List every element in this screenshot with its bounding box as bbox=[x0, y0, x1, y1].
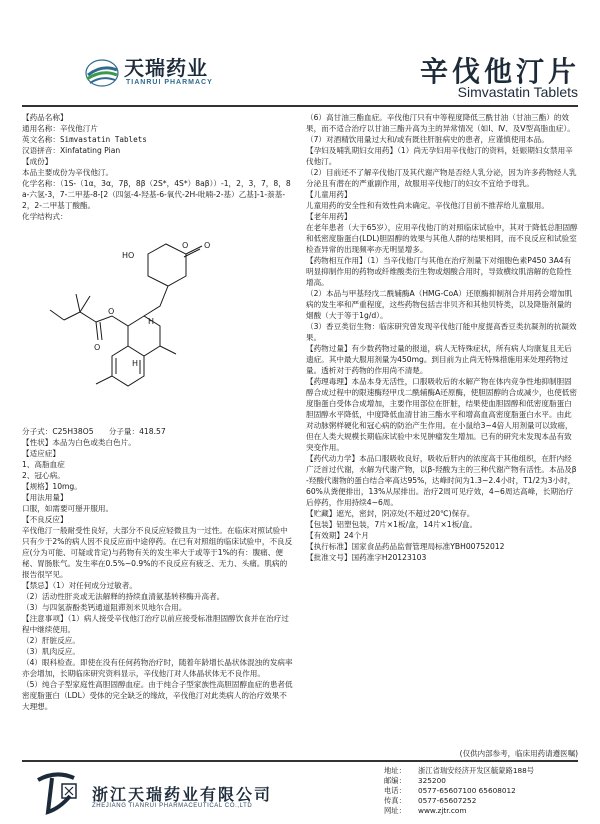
left-para: 2、冠心病。 bbox=[22, 471, 65, 480]
right-para: （3）香豆类衍生物：临床研究曾发现辛伐他汀能中度提高香豆类抗凝剂的抗凝效果。 bbox=[306, 322, 577, 342]
structure-atom-label: H bbox=[148, 317, 155, 326]
contact-value: 325200 bbox=[418, 776, 446, 785]
structure-atom-label: O bbox=[108, 307, 115, 316]
company-emblem-icon bbox=[30, 768, 82, 818]
left-para: 辛伐他汀一般耐受性良好，大部分不良反应轻微且为一过性。在临床对照试验中只有少于2%的病人因不良反应而中途停药。在已有对照组的临床试验中，不良反应(分为可能、可疑或肯定)与药物有关的发生率大于或等于1%的有：腹痛、便秘、胃肠胀气。发生率在0.5%~0.9%的不良反应有疲乏、无力、头痛。肌病的报告很罕见。 bbox=[22, 526, 293, 579]
left-para: 化学名称：（1S-（1α，3α，7β，8β（2S*，4S*）8aβ））-1，2，3，7，8，8a-六氢-3，7-二甲基-8-[2（四氢-4-羟基-6-氧代-2H-吡喃-2-基）乙基]-1-萘基-2，2-二甲基丁酸酯。 bbox=[22, 179, 291, 210]
left-para: 【不良反应】 bbox=[22, 515, 68, 524]
contact-value: 0577-65607252 bbox=[418, 796, 477, 805]
structure-atom-label: O bbox=[94, 343, 101, 352]
left-para: 英文名称：Simvastatin Tablets bbox=[22, 135, 147, 144]
header-divider bbox=[22, 105, 578, 107]
product-title-cn: 辛伐他汀片 bbox=[419, 55, 580, 88]
left-para: 1、高脂血症 bbox=[22, 460, 65, 469]
left-para: 【成份】 bbox=[22, 157, 53, 166]
logo-company-en: TIANRUI PHARMACY bbox=[126, 79, 213, 86]
right-para: 【包装】铝塑包装，7片×1板/盒，14片×1板/盒。 bbox=[306, 520, 478, 529]
left-para: 汉语拼音：Xinfatating Pian bbox=[22, 146, 121, 155]
structure-atom-label: O bbox=[204, 241, 211, 250]
structure-atom-label: H bbox=[132, 359, 139, 368]
right-para: 在老年患者（大于65岁），应用辛伐他汀的对照临床试验中，其对于降低总胆固醇和低密度脂蛋白(LDL)胆固醇的效果与其他人群的结果相同，而不良反应和试验室检查异常的出现频率亦无明显增多。 bbox=[306, 223, 578, 254]
right-para: 【有效期】24个月 bbox=[306, 531, 369, 540]
right-para: 【贮藏】遮光，密封，阴凉处(不超过20℃)保存。 bbox=[306, 509, 475, 518]
footer bbox=[0, 762, 600, 824]
contact-row bbox=[384, 776, 534, 786]
contact-label: 网址： bbox=[384, 806, 406, 815]
right-column bbox=[306, 112, 578, 563]
contact-row bbox=[384, 766, 534, 776]
left-para: 【药品名称】 bbox=[22, 113, 68, 122]
structure-atom-label: HO bbox=[122, 251, 135, 260]
company-logo bbox=[84, 52, 234, 98]
right-para: 【孕妇及哺乳期妇女用药】（1）尚无孕妇用辛伐他汀的资料，妊娠期妇女禁用辛伐他汀。 bbox=[306, 146, 573, 166]
right-para: （2）目前还不了解辛伐他汀及其代谢产物是否经人乳分泌，因为许多药物经人乳分泌且有潜在的严重副作用，故服用辛伐他汀的妇女不宜给予母乳。 bbox=[306, 168, 577, 188]
contact-label: 邮编： bbox=[384, 776, 406, 785]
reference-note: (仅供内部参考，临床用药请遵医嘱) bbox=[459, 749, 578, 758]
right-para: 【批准文号】国药准字H20123103 bbox=[306, 553, 427, 562]
company-logo-icon bbox=[84, 58, 120, 88]
left-para: 【用法用量】 bbox=[22, 493, 68, 502]
left-para: 分子式：C25H38O5 分子量：418.57 bbox=[22, 427, 166, 436]
contact-row bbox=[384, 786, 534, 796]
contact-label: 地址： bbox=[384, 766, 406, 775]
right-para: 【药物过量】有少数药物过量的报道，病人无特殊症状，所有病人均康复且无后遗症。其中最大服用剂量为450mg。到目前为止尚无特殊措施用来处理药物过量。透析对于药物的作用尚不清楚。 bbox=[306, 344, 572, 375]
chemical-structure-diagram bbox=[36, 224, 256, 424]
right-para: 【执行标准】国家食品药品监督管理局标准YBH00752012 bbox=[306, 542, 505, 551]
left-para: 化学结构式： bbox=[22, 212, 68, 221]
left-para: （3）与四氢萘酚类钙通道阻滞剂米贝地尔合用。 bbox=[22, 603, 187, 612]
right-para: 【药理毒理】本品本身无活性，口服吸收后的水解产物在体内竞争性地抑制胆固醇合成过程中的限速酶羟甲戊二酰辅酶A还原酶，使胆固醇的合成减少，也使低密度脂蛋白受体合成增加，主要作用部位在肝脏，结果使血胆固醇和低密度脂蛋白胆固醇水平降低，中度降低血清甘油三酯水平和增高血高密度脂蛋白水平。由此对动脉粥样硬化和冠心病的防治产生作用。在小鼠给3~4倍人用剂量可以致癌，但在人类大规模长期临床试验中未见肿瘤发生增加。已有的研究未发现本品有致突变作用。 bbox=[306, 377, 577, 452]
right-para: （6）高甘油三酯血症。辛伐他汀只有中等程度降低三酰甘油（甘油三酯）的效果，而不适合治疗以甘油三酯升高为主的异常情况（如Ⅰ、Ⅳ、及Ⅴ型高脂血症）。 bbox=[306, 113, 575, 133]
left-para: （2）活动性肝炎或无法解释的持续血清氨基转移酶升高者。 bbox=[22, 592, 225, 601]
right-para: 【药物相互作用】（1）当辛伐他汀与其他在治疗剂量下对细胞色素P450 3A4有明显抑制作用的药物或纤维酸类衍生物或烟酸合用时，导致横纹肌溶解的危险性增高。 bbox=[306, 256, 572, 287]
contact-label: 传真： bbox=[384, 796, 406, 805]
right-para: 儿童用药的安全性和有效性尚未确定。辛伐他汀目前不推荐给儿童服用。 bbox=[306, 201, 549, 210]
left-para: （4）眼科检查。即使在没有任何药物治疗时，随着年龄增长晶状体混浊的发病率亦会增加，长期临床研究资料显示，辛伐他汀对人体晶状体无不良作用。 bbox=[22, 658, 293, 678]
right-para: （2）本品与甲基羟戊二酰辅酶A（HMG-CoA）还原酶抑制剂合并用药会增加肌病的发生率和严重程度，这些药物包括吉非贝齐和其他贝特类，以及降脂剂量的烟酸（大于等于1g/d）。 bbox=[306, 289, 573, 320]
header bbox=[0, 0, 600, 110]
left-para: （2）肝脏反应。 bbox=[22, 636, 80, 645]
left-para: 通用名称：辛伐他汀片 bbox=[22, 124, 98, 133]
left-para: 【规格】10mg。 bbox=[22, 482, 82, 491]
footer-company-cn: 浙江天瑞药业有限公司 bbox=[92, 785, 273, 804]
logo-company-cn: 天瑞药业 bbox=[124, 56, 208, 80]
left-para: （5）纯合子型家庭性高胆固醇血症。由于纯合子型家族性高胆固醇血症的患者低密度脂蛋白（LDL）受体的完全缺乏的缘故，辛伐他汀对此类病人的治疗效果不大理想。 bbox=[22, 680, 293, 711]
right-para: 【儿童用药】 bbox=[306, 190, 352, 199]
right-para: 【老年用药】 bbox=[306, 212, 352, 221]
left-para: 【性状】本品为白色或类白色片。 bbox=[22, 438, 136, 447]
contact-label: 电话： bbox=[384, 786, 406, 795]
left-column bbox=[22, 112, 294, 712]
left-para: 口服，如需要可掰开服用。 bbox=[22, 504, 114, 513]
structure-atom-label: O bbox=[182, 241, 189, 250]
footer-company-en: ZHEJIANG TIANRUI PHARMACEUTICAL CO.,LTD bbox=[92, 803, 253, 809]
contact-value: 0577-65607100 65608012 bbox=[418, 786, 516, 795]
right-para: 【药代动力学】本品口服吸收良好，吸收后肝内的浓度高于其他组织，在肝内经广泛首过代谢，水解为代谢产物，以β-羟酸为主的三种代谢产物有活性。本品及β-羟酸代谢物的蛋白结合率高达95%，达峰时间为1.3~2.4小时，T1/2为3小时，60%从粪便排出，13%从尿排出。治疗2周可见疗效，4~6周达高峰，长期治疗后停药，作用持续4~6周。 bbox=[306, 454, 577, 507]
right-para: （7）对酒精饮用量过大和/或有既往肝脏病史的患者，应谨慎使用本品。 bbox=[306, 135, 549, 144]
left-para: 【禁忌】（1）对任何成分过敏者。 bbox=[22, 581, 137, 590]
left-para: 【适应症】 bbox=[22, 449, 60, 458]
contact-row bbox=[384, 806, 534, 816]
left-para: 【注意事项】（1）病人接受辛伐他汀治疗以前应接受标准胆固醇饮食并在治疗过程中继续使用。 bbox=[22, 614, 289, 634]
left-para: 本品主要成份为辛伐他汀。 bbox=[22, 168, 114, 177]
contact-value: 浙江省瑞安经济开发区毓蒙路188号 bbox=[418, 766, 535, 775]
contact-row bbox=[384, 796, 534, 806]
contact-info bbox=[384, 766, 534, 816]
product-title-en: Simvastatin Tablets bbox=[457, 84, 578, 100]
website-link[interactable]: www.zjtr.com bbox=[418, 806, 467, 815]
left-para: （3）肌肉反应。 bbox=[22, 647, 80, 656]
